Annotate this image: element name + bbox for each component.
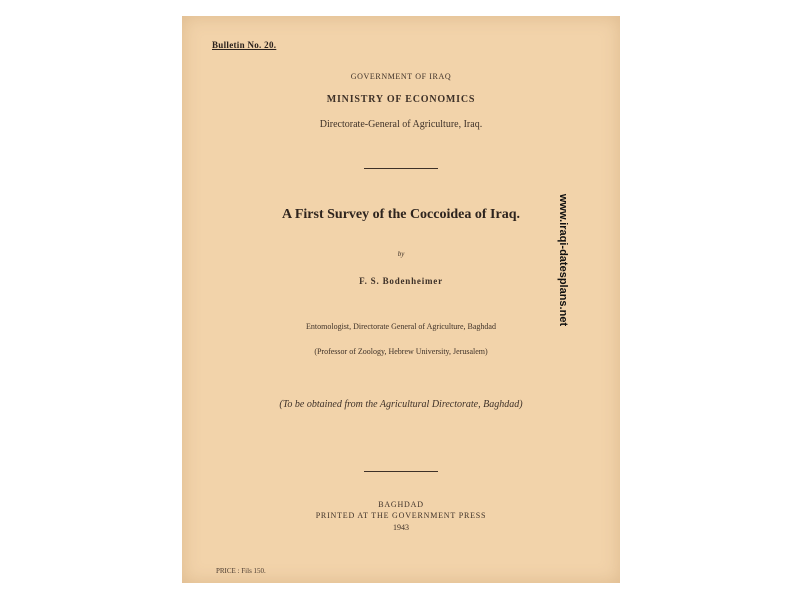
author-affiliation: (Professor of Zoology, Hebrew University, Jerusalem)	[314, 347, 488, 356]
author-name: F. S. Bodenheimer	[359, 276, 443, 286]
directorate-heading: Directorate-General of Agriculture, Iraq.	[319, 119, 483, 130]
author-position: Entomologist, Directorate General of Agriculture, Baghdad	[306, 322, 496, 331]
imprint-press: PRINTED AT THE GOVERNMENT PRESS	[315, 511, 487, 520]
watermark-text: www.iraqi-datesplans.net	[557, 193, 569, 327]
ministry-heading: MINISTRY OF ECONOMICS	[326, 94, 476, 105]
price-label: PRICE : Fils 150.	[216, 567, 266, 575]
obtain-note: (To be obtained from the Agricultural Directorate, Baghdad)	[279, 399, 523, 410]
divider-rule-top	[364, 168, 438, 169]
document-title: A First Survey of the Coccoidea of Iraq.	[282, 207, 520, 222]
document-page	[182, 16, 620, 583]
by-line: by	[397, 250, 405, 258]
bulletin-number: Bulletin No. 20.	[212, 40, 277, 50]
imprint-year: 1943	[393, 523, 409, 532]
government-heading: GOVERNMENT OF IRAQ	[350, 72, 452, 81]
imprint-city: BAGHDAD	[378, 500, 424, 509]
divider-rule-bottom	[364, 471, 438, 472]
